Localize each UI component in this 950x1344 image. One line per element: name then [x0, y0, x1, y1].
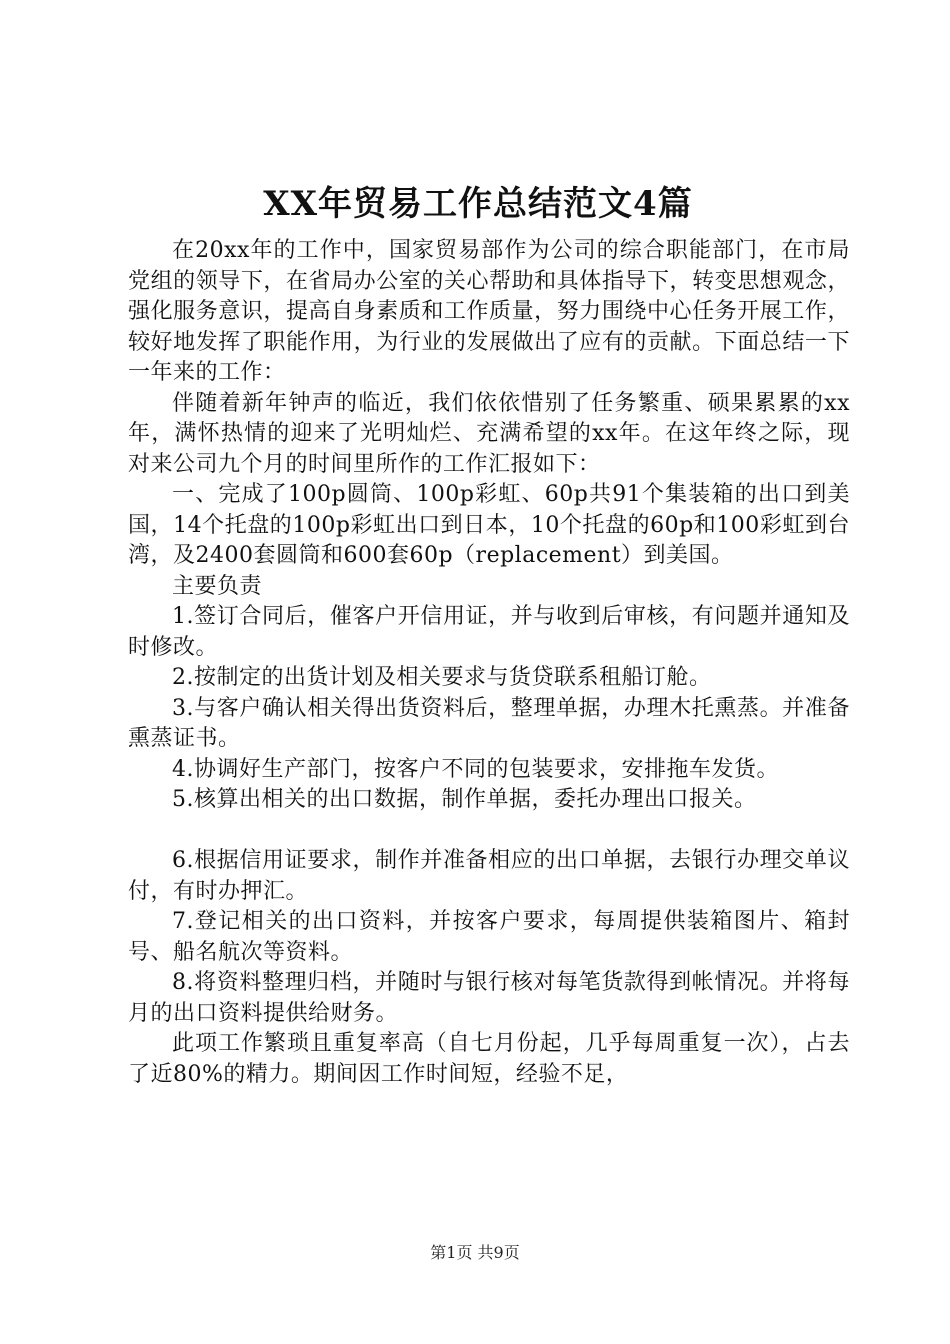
paragraph-responsibilities-heading: 主要负责 [172, 573, 263, 599]
document-title: XX年贸易工作总结范文4篇 [263, 184, 693, 224]
list-item-4: 4.协调好生产部门，按客户不同的包装要求，安排拖车发货。 [172, 756, 779, 782]
paragraph-intro: 在20xx年的工作中，国家贸易部作为公司的综合职能部门，在市局党组的领导下，在省局办公室的关心帮助和具体指导下，转变思想观念，强化服务意识，提高自身素质和工作质量，努力围绕中心任务开展工作，较好地发挥了职能作用，为行业的发展做出了应有的贡献。下面总结一下一年来的工作： [128, 238, 850, 385]
paragraph-workload: 此项工作繁琐且重复率高（自七月份起，几乎每周重复一次），占去了近80%的精力。期间因工作时间短，经验不足， [128, 1031, 850, 1087]
list-item-2: 2.按制定的出货计划及相关要求与货贷联系租船订舱。 [172, 665, 712, 690]
list-item-1: 1.签订合同后，催客户开信用证，并与收到后审核，有问题并通知及时修改。 [128, 604, 850, 660]
list-item-6: 6.根据信用证要求，制作并准备相应的出口单据，去银行办理交单议付，有时办押汇。 [128, 848, 850, 904]
page-footer: 第1页 共9页 [430, 1243, 520, 1262]
document-body [128, 236, 850, 1090]
list-item-3: 3.与客户确认相关得出货资料后，整理单据，办理木托熏蒸。并准备熏蒸证书。 [128, 695, 850, 751]
list-item-5: 5.核算出相关的出口数据，制作单据，委托办理出口报关。 [172, 787, 757, 812]
list-item-7: 7.登记相关的出口资料，并按客户要求，每周提供装箱图片、箱封号、船名航次等资料。 [128, 909, 850, 965]
paragraph-new-year: 伴随着新年钟声的临近，我们依依惜别了任务繁重、硕果累累的xx年，满怀热情的迎来了光明灿烂、充满希望的xx年。在这年终之际，现对来公司九个月的时间里所作的工作汇报如下： [128, 390, 850, 477]
paragraph-exports: 一、完成了100p圆筒、100p彩虹、60p共91个集装箱的出口到美国，14个托盘的100p彩虹出口到日本，10个托盘的60p和100彩虹到台湾，及2400套圆筒和600套60p（replacement）到美国。 [128, 482, 850, 568]
list-item-8: 8.将资料整理归档，并随时与银行核对每笔货款得到帐情况。并将每月的出口资料提供给财务。 [128, 970, 850, 1026]
